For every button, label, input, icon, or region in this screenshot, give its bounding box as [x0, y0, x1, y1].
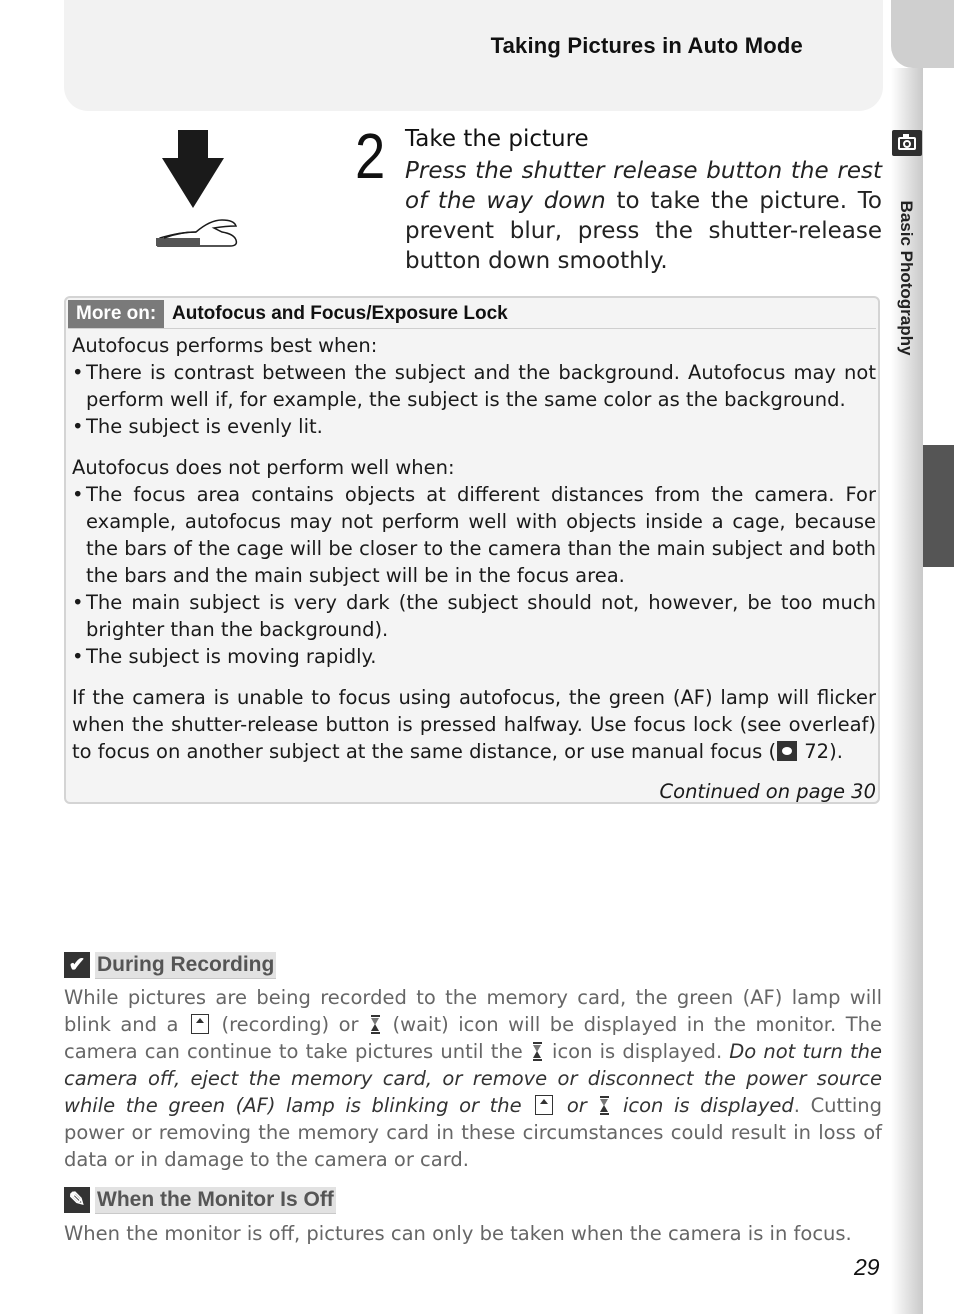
recording-icon [535, 1095, 553, 1115]
step-title: Take the picture [405, 126, 589, 152]
monitor-off-title: When the Monitor Is Off [95, 1187, 336, 1214]
camera-icon [892, 130, 922, 156]
more-on-tag: More on: [68, 300, 164, 328]
header-panel [64, 0, 883, 111]
bad-conditions-list [72, 481, 876, 670]
hourglass-icon [600, 1096, 609, 1115]
good-conditions-list [72, 359, 876, 440]
shutter-press-icon [150, 128, 250, 250]
bad-conditions-intro: Autofocus does not perform well when: [72, 456, 455, 479]
step-instruction-emphasis: Press the shutter release button the rest of the way down [405, 158, 882, 214]
list-item: • There is contrast between the subject and the background. Autofocus may not perform well if, for example, the subject is the same color as the background. [72, 361, 876, 411]
step-instructions [405, 156, 882, 276]
checkmark-icon: ✔ [64, 952, 90, 978]
list-item: • The focus area contains objects at different distances from the camera. For example, autofocus may not perform well with objects inside a cage, because the bars of the cage will be closer to the camera than the main subject and both the bars and the main subject will be in the focus area. [72, 483, 876, 587]
more-on-header [68, 300, 876, 328]
during-recording-body: While pictures are being recorded to the memory card, the green (AF) lamp will blink and a (recording) or (wait) icon will be displayed in the monitor. The camera can continue to take pictures until the icon is displayed. Do not turn the camera off, eject the memory card, or remove or disconnect the power source while the green (AF) lamp is blinking or the or icon is displayed. Cutting power or removing the memory card in these circumstances could result in loss of data or in damage to the camera or card. [64, 986, 883, 1171]
chapter-tab-marker [923, 445, 954, 567]
continued-note: Continued on page 30 [659, 780, 876, 803]
monitor-off-body: When the monitor is off, pictures can only be taken when the camera is in focus. [64, 1222, 852, 1245]
focus-lock-paragraph: If the camera is unable to focus using autofocus, the green (AF) lamp will flicker when the shutter-release button is pressed halfway. Use focus lock (see overleaf) to focus on another subject at the same distance, or use manual focus ( 72). [72, 686, 876, 763]
more-on-title: Autofocus and Focus/Exposure Lock [172, 303, 508, 324]
hourglass-icon [371, 1015, 380, 1034]
list-item: • The subject is evenly lit. [72, 415, 323, 438]
side-tab-top [891, 0, 954, 68]
more-on-content [72, 332, 876, 805]
recording-icon [191, 1014, 209, 1034]
reference-hand-icon [777, 741, 797, 761]
hourglass-icon [533, 1042, 542, 1061]
divider [68, 328, 876, 329]
page-number: 29 [854, 1254, 880, 1280]
good-conditions-intro: Autofocus performs best when: [72, 334, 378, 357]
list-item: • The main subject is very dark (the subject should not, however, be too much brighter than the background). [72, 591, 876, 641]
step-instruction-rest: to take the picture. To prevent blur, press the shutter-release button down smoothly. [405, 188, 882, 274]
page-header-title: Taking Pictures in Auto Mode [490, 33, 803, 58]
during-recording-title: During Recording [95, 952, 276, 979]
pencil-icon: ✎ [64, 1187, 90, 1213]
more-on-box [64, 296, 880, 804]
section-tab-label: Basic Photography [897, 200, 916, 356]
step-number: 2 [355, 120, 386, 192]
list-item: • The subject is moving rapidly. [72, 645, 377, 668]
